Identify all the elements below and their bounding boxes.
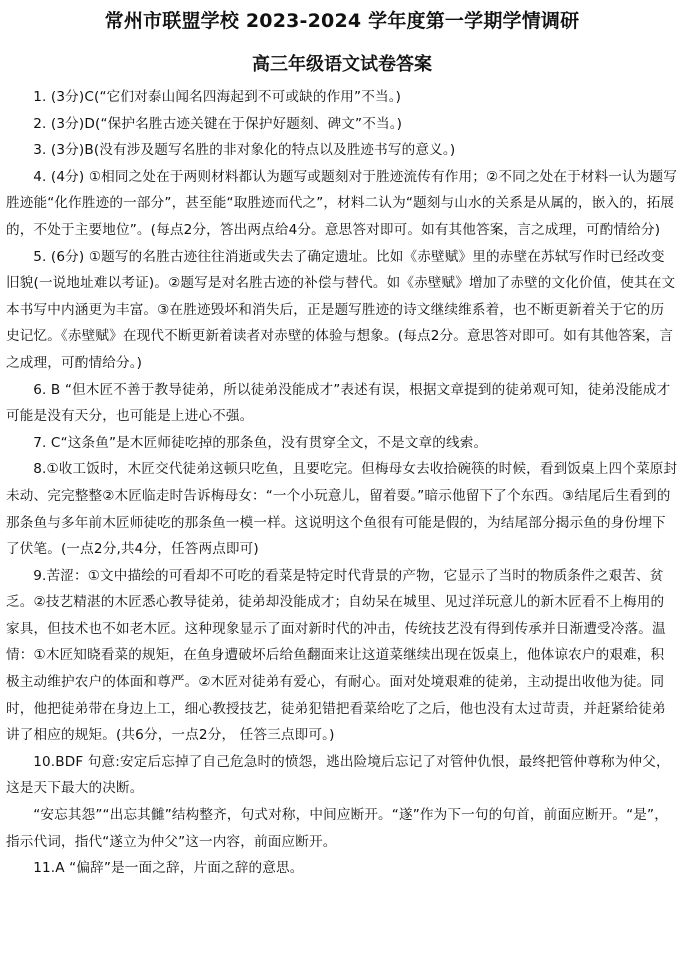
answer-4: 4. (4分) ①相同之处在于两则材料都认为题写或题刻对于胜迹流传有作用；②不同之处在于材料一认为题写胜迹能“化作胜迹的一部分”，甚至能“取胜迹而代之”，材料二认为“题刻与山水的关系是从属的，嵌入的，拓展的，不处于主要地位”。(每点2分，答出两点给4分。意思答对即可。如有其他答案，言之成理，可酌情给分) [6,168,678,238]
answer-10-explanation: “安忘其怨”“出忘其雠”结构整齐，句式对称，中间应断开。“遂”作为下一句的句首，前面应断开。“是”，指示代词，指代“遂立为仲父”这一内容，前面应断开。 [6,807,668,850]
answer-10: 10.BDF 句意:安定后忘掉了自己危急时的愤怨，逃出险境后忘记了对管仲仇恨，最终把管仲尊称为仲父，这是天下最大的决断。 [6,753,670,797]
document-title: 常州市联盟学校 2023-2024 学年度第一学期学情调研 [104,10,580,32]
answer-1: 1. (3分)C(“它们对泰山闻名四海起到不可或缺的作用”不当。) [33,89,402,105]
answer-5: 5. (6分) ①题写的名胜古迹往往消逝或失去了确定遗址。比如《赤壁赋》里的赤壁在苏轼写作时已经改变旧貌(一说地址难以考证)。②题写是对名胜古迹的补偿与替代。如《赤壁赋》增加了赤壁的文化价值，使其在文本书写中内涵更为丰富。③在胜迹毁坏和消失后，正是题写胜迹的诗文继续维系着，也不断更新着关于它的历史记忆。《赤壁赋》在现代不断更新着读者对赤壁的体验与想象。(每点2分。意思答对即可。如有其他答案，言之成理，可酌情给分。) [6,248,676,371]
answer-2: 2. (3分)D(“保护名胜古迹关键在于保护好题刻、碑文”不当。) [33,115,403,132]
answer-8: 8.①收工饭时，木匠交代徒弟这顿只吃鱼，且要吃完。但梅母女去收拾碗筷的时候，看到饭桌上四个菜原封未动、完完整整②木匠临走时告诉梅母女：“一个小玩意儿，留着耍。”暗示他留下了个东西。③结尾后生看到的那条鱼与多年前木匠师徒吃的那条鱼一模一样。这说明这个鱼很有可能是假的，为结尾部分揭示鱼的身份埋下了伏笔。(一点2分,共4分，任答两点即可) [6,461,678,558]
answer-6: 6. B “但木匠不善于教导徒弟，所以徒弟没能成才”表述有误，根据文章提到的徒弟观可知，徒弟没能成才可能是没有天分，也可能是上进心不强。 [6,381,671,425]
answer-7: 7. C“这条鱼”是木匠师徒吃掉的那条鱼，没有贯穿全文，不是文章的线索。 [33,434,488,451]
answer-9: 9.苦涩：①文中描绘的可看却不可吃的看菜是特定时代背景的产物，它显示了当时的物质条件之艰苦、贫乏。②技艺精湛的木匠悉心教导徒弟，徒弟却没能成才；自幼呆在城里、见过洋玩意儿的新木匠看不上梅用的家具，但技术也不如老木匠。这种现象显示了面对新时代的冲击，传统技艺没有得到传承并日渐遭受冷落。温情：①木匠知晓看菜的规矩，在鱼身遭破坏后给鱼翻面来让这道菜继续出现在饭桌上，他体谅农户的艰难，积极主动维护农户的体面和尊严。②木匠对徒弟有爱心，有耐心。面对处境艰难的徒弟，主动提出收他为徒。同时，他把徒弟带在身边上工，细心教授技艺，徒弟犯错把看菜给吃了之后，他也没有太过苛责，并赶紧给徒弟讲了相应的规矩。(共6分，一点2分， 任答三点即可。) [6,567,666,744]
document-subtitle: 高三年级语文试卷答案 [252,54,432,75]
answer-3: 3. (3分)B(没有涉及题写名胜的非对象化的特点以及胜迹书写的意义。) [33,142,456,159]
answer-11: 11.A “偏辞”是一面之辞，片面之辞的意思。 [33,860,304,877]
